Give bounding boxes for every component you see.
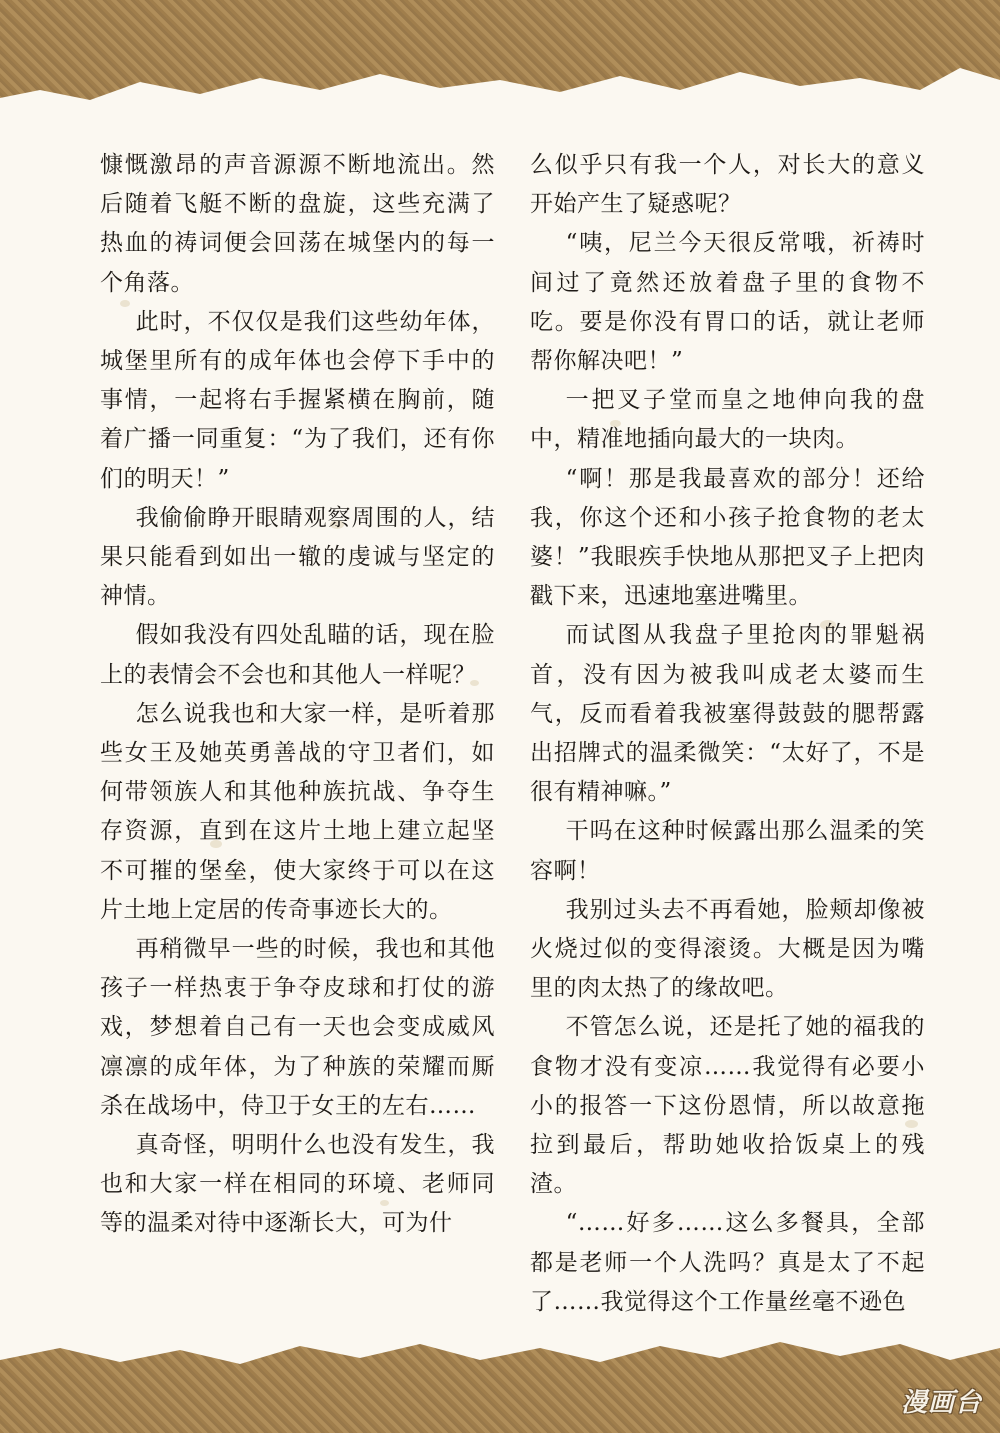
paragraph: “……好多……这么多餐具，全部都是老师一个人洗吗？真是太了不起了……我觉得这个工作量丝毫不逊色 <box>530 1210 925 1315</box>
top-torn-edge <box>0 60 1000 120</box>
watermark-logo: 漫画台 <box>900 1388 982 1418</box>
paragraph: 而试图从我盘子里抢肉的罪魁祸首，没有因为被我叫成老太婆而生气，反而看着我被塞得鼓鼓的腮帮露出招牌式的温柔微笑：“太好了，不是很有精神嘛。” <box>530 622 925 806</box>
paragraph: “咦，尼兰今天很反常哦，祈祷时间过了竟然还放着盘子里的食物不吃。要是你没有胃口的话，就让老师帮你解决吧！” <box>530 230 925 375</box>
paragraph: 干吗在这种时候露出那么温柔的笑容啊！ <box>530 818 925 884</box>
bottom-border-texture <box>0 1330 1000 1433</box>
right-text-column <box>530 146 925 1322</box>
paragraph: 慷慨激昂的声音源源不断地流出。然后随着飞艇不断的盘旋，这些充满了热血的祷词便会回荡在城堡内的每一个角落。 <box>100 152 495 296</box>
left-text-column <box>100 146 495 1244</box>
paragraph: 真奇怪，明明什么也没有发生，我也和大家一样在相同的环境、老师同等的温柔对待中逐渐长大，可为什 <box>100 1132 495 1237</box>
paragraph: 我偷偷睁开眼睛观察周围的人，结果只能看到如出一辙的虔诚与坚定的神情。 <box>100 504 495 610</box>
paragraph: 我别过头去不再看她，脸颊却像被火烧过似的变得滚烫。大概是因为嘴里的肉太热了的缘故吧。 <box>530 896 925 1002</box>
paragraph: 假如我没有四处乱瞄的话，现在脸上的表情会不会也和其他人一样呢？ <box>100 622 495 688</box>
paragraph: 么似乎只有我一个人，对长大的意义开始产生了疑惑呢？ <box>530 152 925 218</box>
paragraph: 不管怎么说，还是托了她的福我的食物才没有变凉……我觉得有必要小小的报答一下这份恩情，所以故意拖拉到最后，帮助她收拾饭桌上的残渣。 <box>530 1014 925 1198</box>
paragraph: 怎么说我也和大家一样，是听着那些女王及她英勇善战的守卫者们，如何带领族人和其他种族抗战、争夺生存资源，直到在这片土地上建立起坚不可摧的堡垒，使大家终于可以在这片土地上定居的传奇事迹长大的。 <box>100 700 495 923</box>
paragraph: “啊！那是我最喜欢的部分！还给我，你这个还和小孩子抢食物的老太婆！”我眼疾手快地从那把叉子上把肉戳下来，迅速地塞进嘴里。 <box>530 465 925 610</box>
paragraph: 再稍微早一些的时候，我也和其他孩子一样热衷于争夺皮球和打仗的游戏，梦想着自己有一天也会变成威风凛凛的成年体，为了种族的荣耀而厮杀在战场中，侍卫于女王的左右…… <box>100 936 495 1119</box>
bottom-torn-edge <box>0 1330 1000 1380</box>
top-border-texture <box>0 0 1000 120</box>
paragraph: 一把叉子堂而皇之地伸向我的盘中，精准地插向最大的一块肉。 <box>530 387 925 453</box>
paragraph: 此时，不仅仅是我们这些幼年体，城堡里所有的成年体也会停下手中的事情，一起将右手握紧横在胸前，随着广播一同重复：“为了我们，还有你们的明天！” <box>100 308 495 492</box>
